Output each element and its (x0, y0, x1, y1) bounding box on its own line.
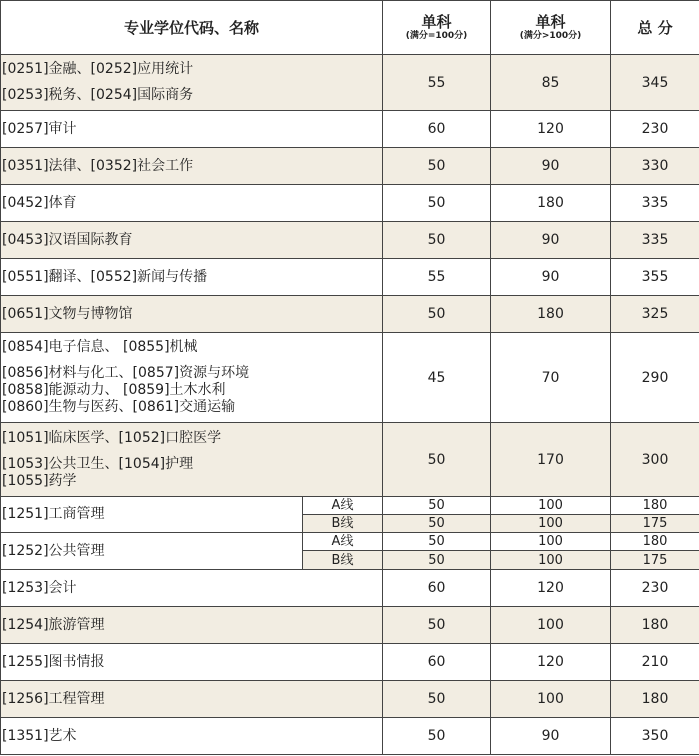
score-single1: 50 (383, 497, 491, 515)
score-total: 180 (611, 533, 699, 551)
program-name: [1051]临床医学、[1052]口腔医学 [1053]公共卫生、[1054]护理 [1055]药学 (1, 423, 383, 497)
score-single2: 90 (491, 259, 611, 296)
score-single2: 90 (491, 148, 611, 185)
score-single2: 180 (491, 296, 611, 333)
score-single2: 100 (491, 533, 611, 551)
program-name: [1253]会计 (1, 570, 383, 607)
header-total: 总 分 (611, 1, 699, 55)
score-single1: 50 (383, 533, 491, 551)
score-total: 290 (611, 333, 699, 423)
score-single1: 55 (383, 55, 491, 111)
line-label: A线 (303, 497, 383, 515)
line-label: B线 (303, 515, 383, 533)
header-name: 专业学位代码、名称 (1, 1, 383, 55)
score-single2: 100 (491, 515, 611, 533)
table-row (1, 497, 699, 515)
score-single1: 50 (383, 515, 491, 533)
score-single1: 45 (383, 333, 491, 423)
header-row (1, 1, 699, 55)
score-total: 345 (611, 55, 699, 111)
table-row (1, 55, 699, 111)
program-name: [0854]电子信息、 [0855]机械 [0856]材料与化工、[0857]资源与环境 [0858]能源动力、 [0859]土木水利 [0860]生物与医药、[0861]交通运输 (1, 333, 383, 423)
table-row (1, 148, 699, 185)
score-total: 175 (611, 551, 699, 570)
score-single2: 90 (491, 718, 611, 755)
table-row (1, 185, 699, 222)
program-name: [1351]艺术 (1, 718, 383, 755)
program-name: [1254]旅游管理 (1, 607, 383, 644)
score-single1: 50 (383, 607, 491, 644)
line-label: A线 (303, 533, 383, 551)
score-single2: 120 (491, 111, 611, 148)
program-name: [0551]翻译、[0552]新闻与传播 (1, 259, 383, 296)
table-row (1, 718, 699, 755)
score-total: 180 (611, 681, 699, 718)
program-name: [0257]审计 (1, 111, 383, 148)
table-row (1, 644, 699, 681)
score-total: 175 (611, 515, 699, 533)
program-name: [0251]金融、[0252]应用统计 [0253]税务、[0254]国际商务 (1, 55, 383, 111)
score-total: 230 (611, 111, 699, 148)
score-single1: 50 (383, 185, 491, 222)
score-total: 350 (611, 718, 699, 755)
table-row (1, 423, 699, 497)
score-single1: 60 (383, 111, 491, 148)
score-single1: 55 (383, 259, 491, 296)
header-single1: 单科 (满分=100分) (383, 1, 491, 55)
table-row (1, 607, 699, 644)
program-name: [1252]公共管理 (1, 533, 303, 570)
table-row (1, 259, 699, 296)
score-single2: 180 (491, 185, 611, 222)
program-name: [0453]汉语国际教育 (1, 222, 383, 259)
score-single2: 85 (491, 55, 611, 111)
table-row (1, 333, 699, 423)
score-single1: 50 (383, 296, 491, 333)
score-total: 335 (611, 185, 699, 222)
score-total: 300 (611, 423, 699, 497)
score-single2: 100 (491, 551, 611, 570)
score-single2: 100 (491, 607, 611, 644)
score-total: 180 (611, 497, 699, 515)
table-row (1, 570, 699, 607)
score-total: 330 (611, 148, 699, 185)
score-single1: 50 (383, 222, 491, 259)
program-name: [0452]体育 (1, 185, 383, 222)
program-name: [1251]工商管理 (1, 497, 303, 533)
program-name: [0651]文物与博物馆 (1, 296, 383, 333)
score-single1: 60 (383, 644, 491, 681)
score-single2: 120 (491, 570, 611, 607)
table-row (1, 222, 699, 259)
table-row (1, 533, 699, 551)
score-total: 210 (611, 644, 699, 681)
score-single1: 50 (383, 551, 491, 570)
program-name: [0351]法律、[0352]社会工作 (1, 148, 383, 185)
score-single1: 50 (383, 148, 491, 185)
score-total: 230 (611, 570, 699, 607)
score-single2: 100 (491, 681, 611, 718)
score-single2: 90 (491, 222, 611, 259)
score-total: 355 (611, 259, 699, 296)
score-single1: 60 (383, 570, 491, 607)
score-total: 335 (611, 222, 699, 259)
table-row (1, 681, 699, 718)
program-name: [1256]工程管理 (1, 681, 383, 718)
score-single2: 100 (491, 497, 611, 515)
table-row (1, 111, 699, 148)
header-single2: 单科 (满分>100分) (491, 1, 611, 55)
score-single1: 50 (383, 681, 491, 718)
score-single2: 70 (491, 333, 611, 423)
table-row (1, 296, 699, 333)
score-total: 325 (611, 296, 699, 333)
score-single2: 120 (491, 644, 611, 681)
score-total: 180 (611, 607, 699, 644)
score-single1: 50 (383, 718, 491, 755)
program-name: [1255]图书情报 (1, 644, 383, 681)
line-label: B线 (303, 551, 383, 570)
score-single1: 50 (383, 423, 491, 497)
score-single2: 170 (491, 423, 611, 497)
